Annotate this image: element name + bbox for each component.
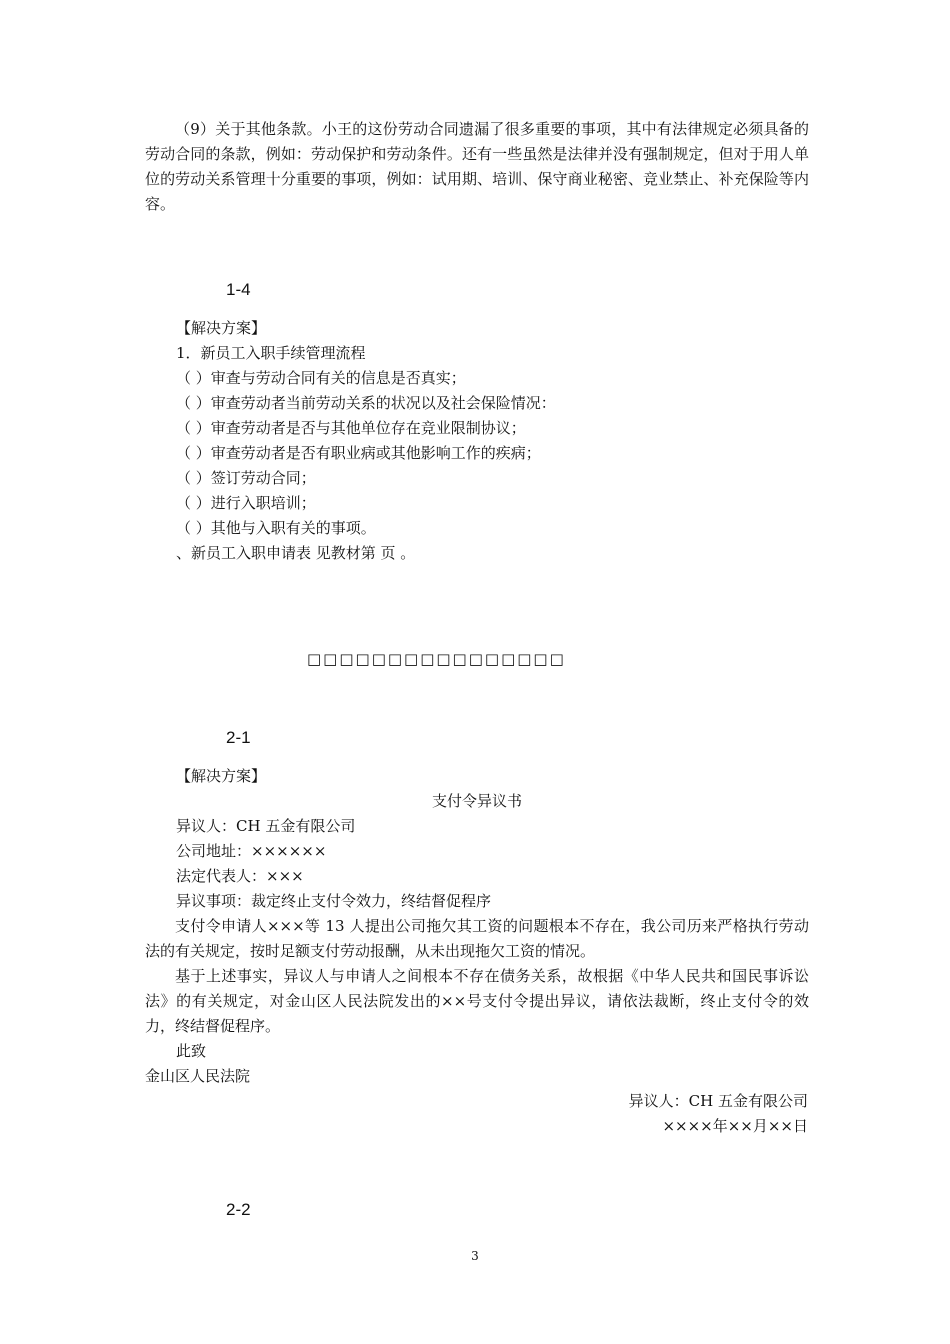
signature-date: ××××年××月××日: [662, 1117, 808, 1135]
section-number-1-4: 1-4: [226, 280, 251, 299]
section-number-2-1: 2-1: [226, 728, 251, 747]
legal-representative-field: 法定代表人：×××: [176, 867, 304, 885]
section-number-2-2: 2-2: [226, 1200, 251, 1219]
address-field: 公司地址：××××××: [176, 842, 327, 860]
garbled-heading: □□□□□□□□□□□□□□□□: [307, 650, 566, 668]
objection-matter-field: 异议事项：裁定终止支付令效力，终结督促程序: [176, 892, 492, 910]
objection-basis-paragraph: 基于上述事实，异议人与申请人之间根本不存在债务关系，故根据《中华人民共和国民事诉讼法》的有关规定，对金山区人民法院发出的××号支付令提出异议，请依法裁断，终止支付令的效力，终结督促程序。: [145, 967, 809, 1035]
solution-label: 【解决方案】: [176, 767, 267, 785]
checklist-item: （ ）审查劳动者当前劳动关系的状况以及社会保险情况：: [176, 394, 556, 412]
document-title: 支付令异议书: [431, 792, 522, 810]
checklist-item: （ ）其他与入职有关的事项。: [176, 519, 376, 537]
list-item-title: 1．新员工入职手续管理流程: [176, 344, 366, 362]
checklist-item: （ ）审查与劳动合同有关的信息是否真实；: [176, 369, 466, 387]
checklist-item: （ ）签订劳动合同；: [176, 469, 316, 487]
checklist-item: （ ）进行入职培训；: [176, 494, 316, 512]
checklist-item: （ ）审查劳动者是否与其他单位存在竞业限制协议；: [176, 419, 526, 437]
checklist-item: （ ）审查劳动者是否有职业病或其他影响工作的疾病；: [176, 444, 541, 462]
objector-field: 异议人：CH 五金有限公司: [176, 817, 356, 835]
objection-body-paragraph: 支付令申请人×××等 13 人提出公司拖欠其工资的问题根本不存在，我公司历来严格执行劳动法的有关规定，按时足额支付劳动报酬，从未出现拖欠工资的情况。: [145, 917, 809, 960]
application-form-reference: 、新员工入职申请表 见教材第 页 。: [176, 544, 416, 562]
solution-label: 【解决方案】: [176, 319, 267, 337]
paragraph-other-clauses: （9）关于其他条款。小王的这份劳动合同遗漏了很多重要的事项，其中有法律规定必须具备的劳动合同的条款，例如：劳动保护和劳动条件。还有一些虽然是法律并没有强制规定，但对于用人单位的劳动关系管理十分重要的事项，例如：试用期、培训、保守商业秘密、竞业禁止、补充保险等内容。: [145, 120, 809, 213]
recipient: 金山区人民法院: [145, 1067, 251, 1085]
signature: 异议人：CH 五金有限公司: [628, 1092, 808, 1110]
closing-salutation: 此致: [176, 1042, 207, 1060]
page-number: 3: [471, 1249, 479, 1263]
